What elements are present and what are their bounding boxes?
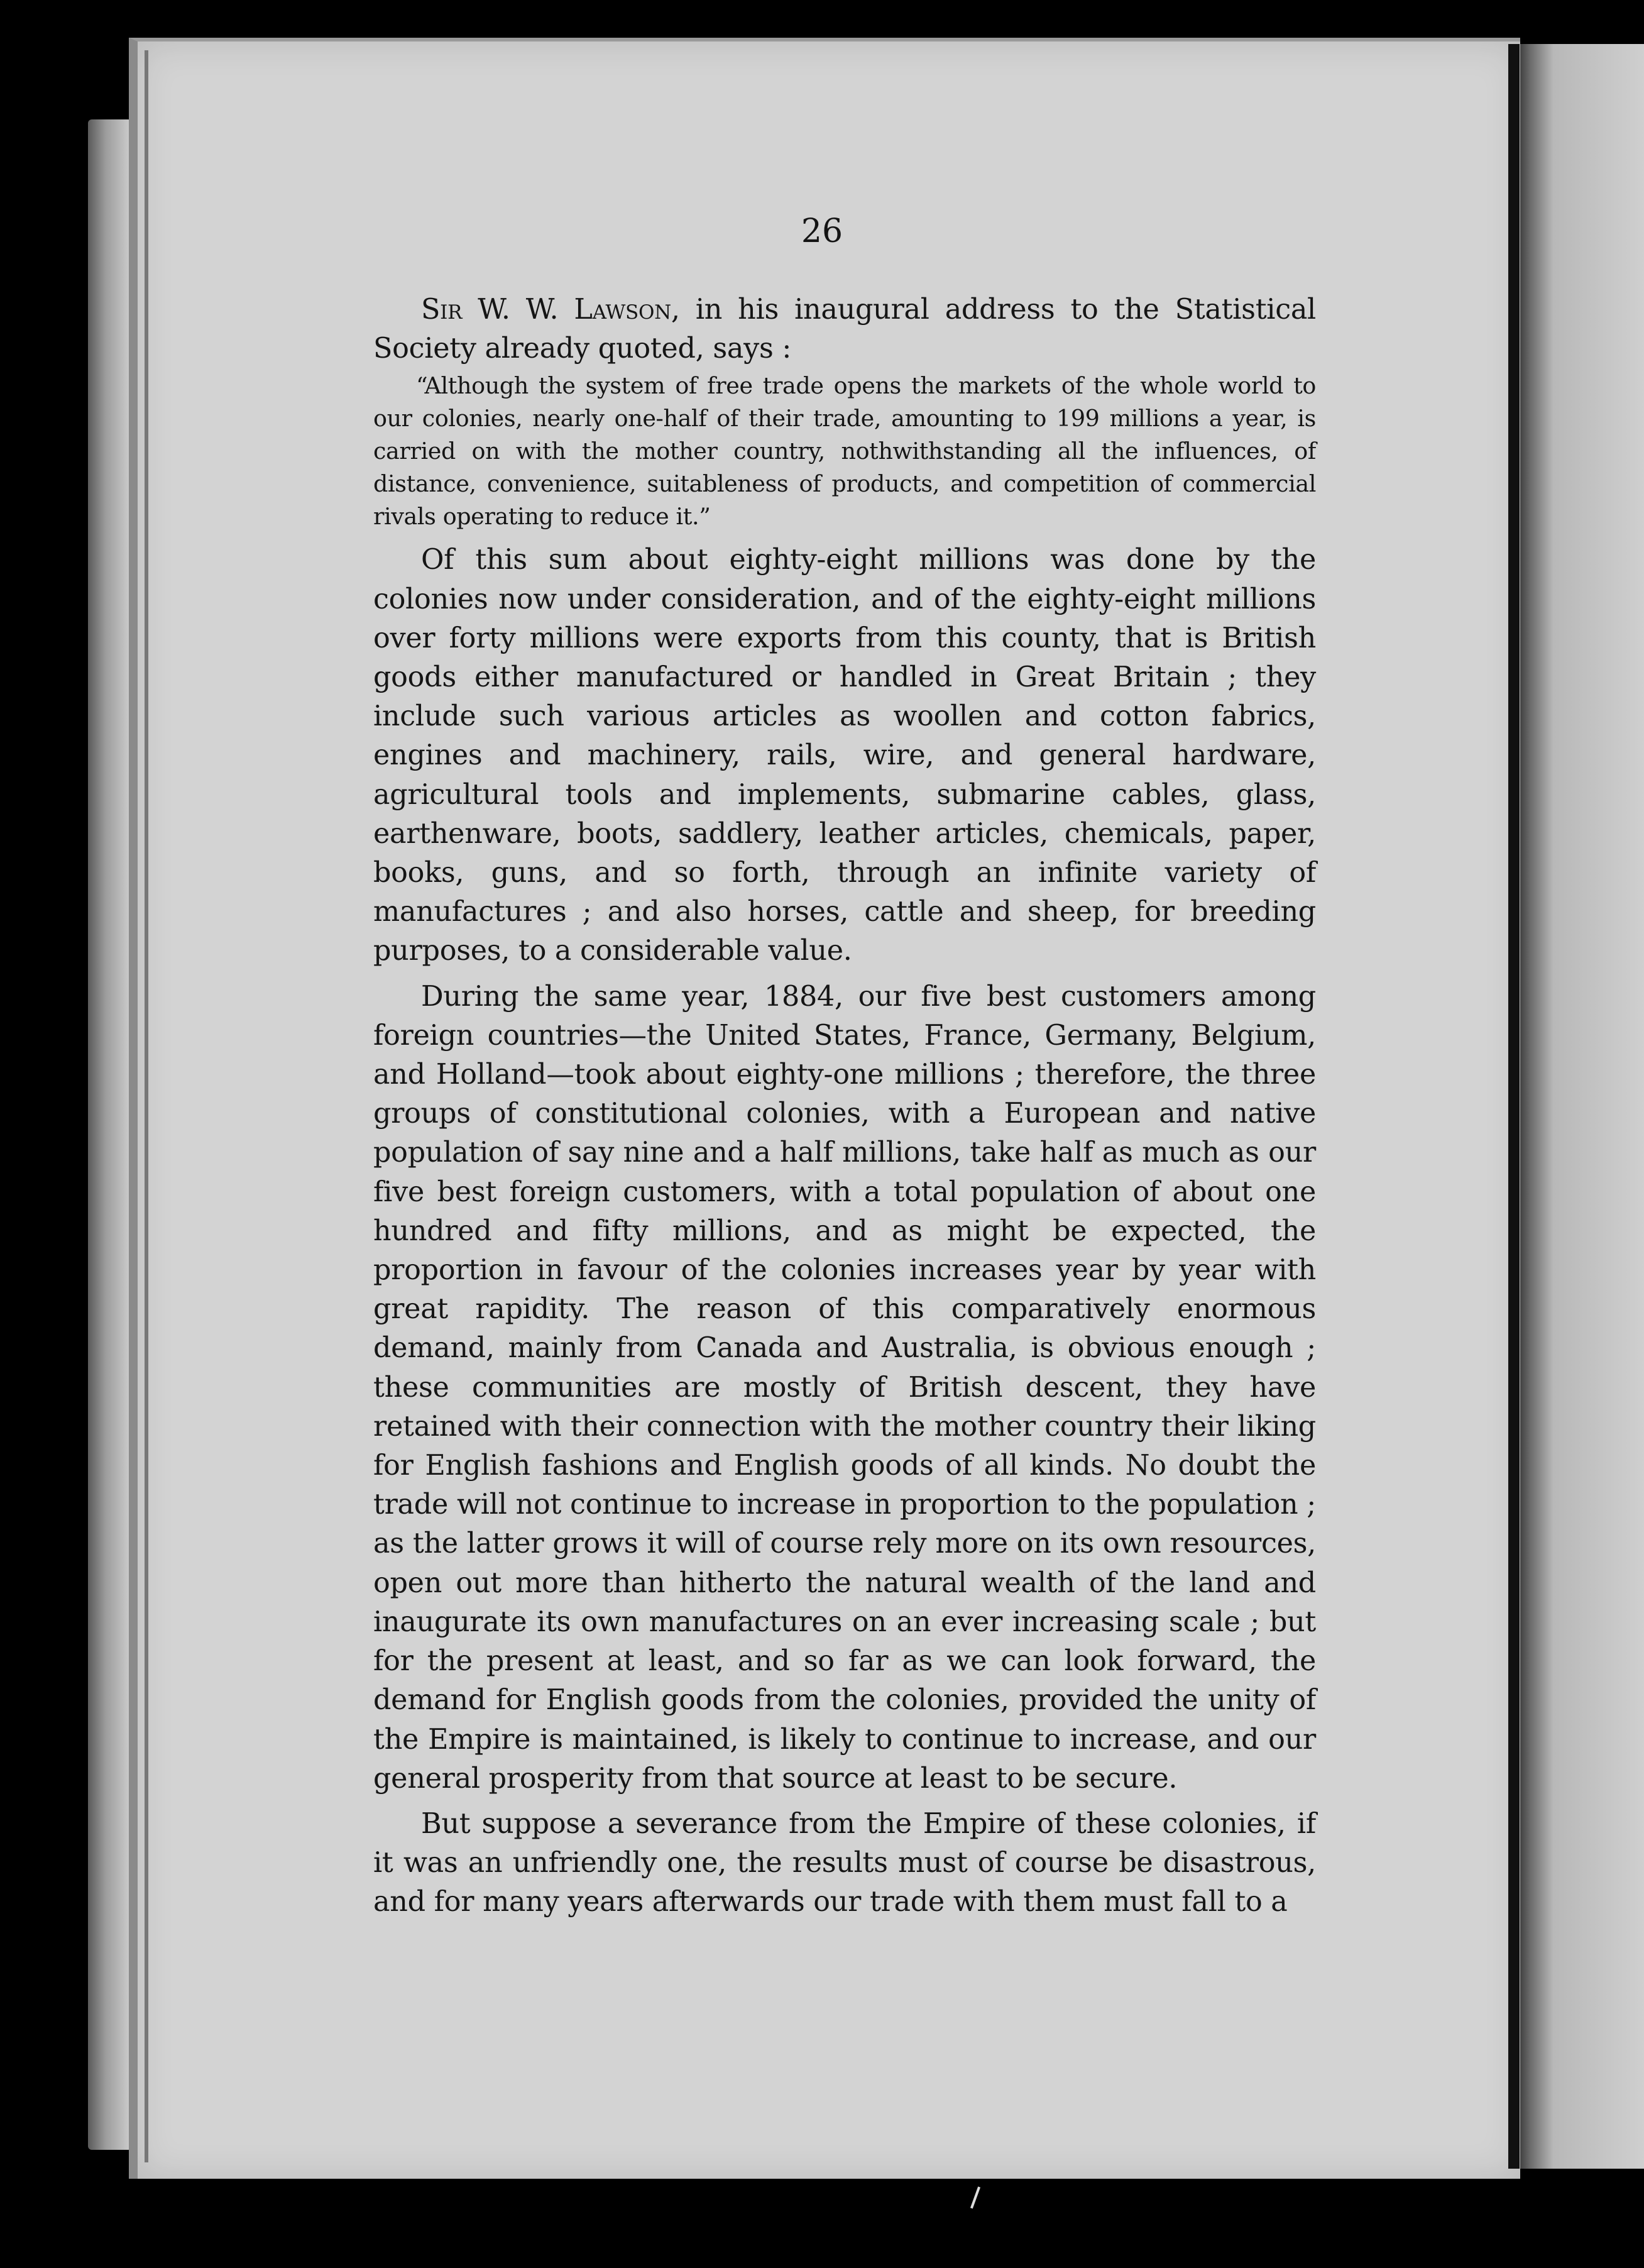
- scan-artifact-mark: [970, 2186, 980, 2208]
- paragraph-customers: During the same year, 1884, our five best customers among foreign countries—the United States, France, Germany, Belgium, and Holland—took about eighty-one millions ; therefore, the three groups of constitutional colonies, with a European and native population of say nine and a half millions, take half as much as our five best foreign customers, with a total population of about one hundred and fifty millions, and as might be expected, the proportion in favour of the colonies increases year by year with great rapidity. The reason of this comparatively enormous demand, mainly from Canada and Australia, is obvious enough ; these communities are mostly of British descent, they have retained with their connection with the mother country their liking for English fashions and English goods of all kinds. No doubt the trade will not continue to increase in proportion to the population ; as the latter grows it will of course rely more on its own resources, open out more than hitherto the natural wealth of the land and inaugurate its own manufactures on an ever increasing scale ; but for the present at least, and so far as we can look forward, the demand for English goods from the colonies, provided the unity of the Empire is maintained, is likely to continue to increase, and our general prosperity from that source at least to be secure.: [373, 980, 1316, 1795]
- page-number: 26: [801, 212, 843, 250]
- paragraph-lawson-intro: [373, 290, 1316, 368]
- book-spine-edge: [88, 119, 132, 2150]
- page-fold-line: [145, 50, 148, 2162]
- paragraph-text: , in his inaugural address to the Statistical Society already quoted, says :: [373, 294, 1316, 365]
- paragraph-exports: Of this sum about eighty-eight millions was done by the colonies now under consideration, and of the eighty-eight millions over forty millions were exports from this county, that is British goods either manufactured or handled in Great Britain ; they include such various articles as woollen and cotton fabrics, engines and machinery, rails, wire, and general hardware, agricultural tools and implements, submarine cables, glass, earthenware, boots, saddlery, leather articles, chemicals, paper, books, guns, and so forth, through an infinite variety of manufactures ; and also horses, cattle and sheep, for breeding purposes, to a considerable value.: [373, 544, 1316, 967]
- paragraph-gap: [373, 971, 1316, 977]
- author-name: Sir W. W. Lawson: [421, 294, 671, 326]
- adjacent-page-edge: [1515, 44, 1644, 2169]
- body-text: [373, 290, 1316, 1922]
- page-gutter-shadow: [1508, 44, 1520, 2169]
- paragraph-gap: [373, 1798, 1316, 1805]
- block-quote: “Although the system of free trade opens the markets of the whole world to our colonies, nearly one-half of their trade, amounting to 199 millions a year, is carried on with the mother country, nothwithstanding all the influences, of distance, convenience, suitableness of products, and competition of commercial rivals operating to reduce it.”: [373, 372, 1316, 531]
- paragraph-severance: But suppose a severance from the Empire of these colonies, if it was an unfriendly one, the results must of course be disastrous, and for many years afterwards our trade with them must fall to a: [373, 1807, 1316, 1918]
